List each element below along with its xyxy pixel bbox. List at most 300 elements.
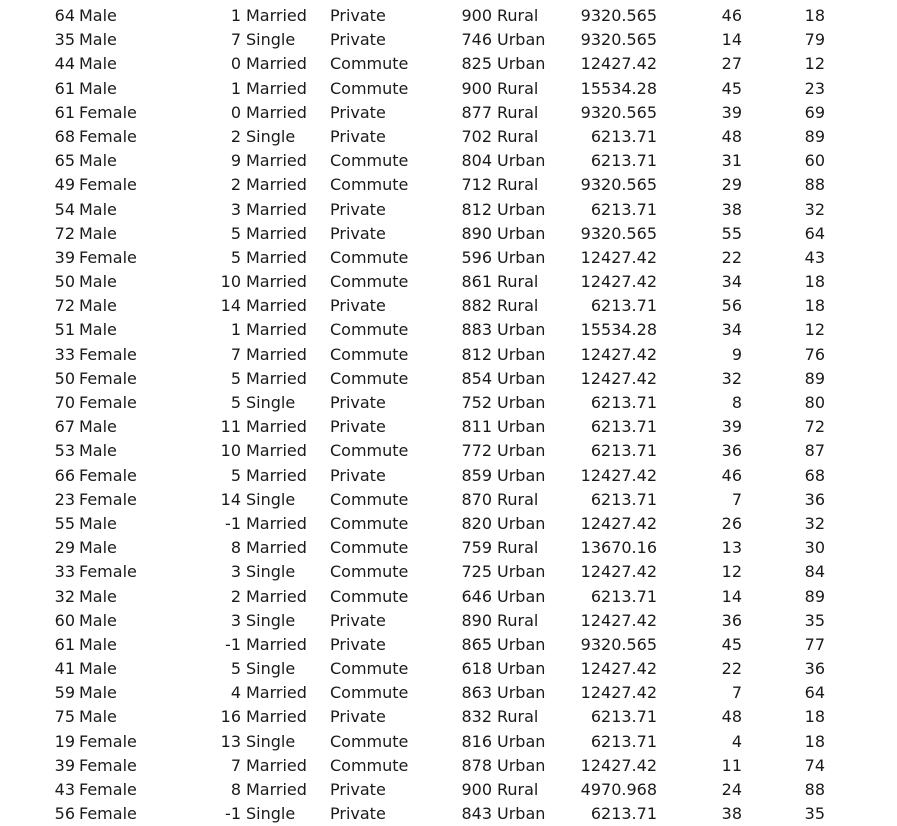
area-cell: Rural [497, 296, 539, 316]
area-cell: Rural [497, 538, 539, 558]
value-a-cell: 26 [721, 513, 742, 533]
transport-cell: Commute [330, 78, 409, 98]
value-b-cell: 18 [804, 731, 825, 751]
transport-cell: Commute [330, 151, 409, 171]
area-cell: Rural [497, 780, 539, 799]
value-b-cell: 32 [804, 513, 825, 533]
gender-cell: Male [79, 417, 117, 437]
gender-cell: Male [79, 30, 117, 50]
value-b-cell: 79 [804, 30, 825, 50]
table-row [0, 318, 897, 342]
transport-cell: Commute [330, 513, 409, 533]
transport-cell: Commute [330, 562, 409, 582]
marital-status-cell: Single [246, 562, 296, 582]
table-row [0, 149, 897, 173]
gender-cell: Female [79, 368, 137, 388]
value-b-cell: 60 [804, 151, 825, 171]
value-a-cell: 29 [721, 175, 742, 195]
area-cell: Urban [497, 151, 546, 171]
score-cell: 865 [461, 634, 492, 654]
area-cell: Rural [497, 175, 539, 195]
value-a-cell: 39 [721, 417, 742, 437]
years-cell: 0 [230, 102, 241, 122]
years-cell: 16 [220, 707, 241, 727]
gender-cell: Male [79, 54, 117, 74]
area-cell: Rural [497, 78, 539, 98]
area-cell: Rural [497, 102, 539, 122]
value-a-cell: 14 [721, 586, 742, 606]
marital-status-cell: Married [246, 368, 307, 388]
value-a-cell: 55 [721, 223, 742, 243]
score-cell: 702 [461, 126, 492, 146]
gender-cell: Male [79, 634, 117, 654]
table-row [0, 488, 897, 512]
table-row [0, 415, 897, 439]
years-cell: 3 [230, 199, 241, 219]
marital-status-cell: Single [246, 659, 296, 679]
score-cell: 759 [461, 538, 492, 558]
marital-status-cell: Married [246, 344, 307, 364]
score-cell: 825 [461, 54, 492, 74]
gender-cell: Female [79, 344, 137, 364]
income-cell: 12427.42 [580, 683, 657, 703]
years-cell: 13 [220, 731, 241, 751]
value-b-cell: 18 [804, 6, 825, 25]
area-cell: Urban [497, 320, 546, 340]
value-a-cell: 36 [721, 610, 742, 630]
value-a-cell: 36 [721, 441, 742, 461]
marital-status-cell: Married [246, 296, 307, 316]
years-cell: 7 [230, 30, 241, 50]
area-cell: Urban [497, 465, 546, 485]
marital-status-cell: Married [246, 102, 307, 122]
table-row [0, 705, 897, 729]
table-row [0, 730, 897, 754]
transport-cell: Commute [330, 659, 409, 679]
score-cell: 861 [461, 272, 492, 292]
value-b-cell: 88 [804, 175, 825, 195]
income-cell: 9320.565 [580, 634, 657, 654]
marital-status-cell: Married [246, 223, 307, 243]
income-cell: 6213.71 [590, 731, 657, 751]
age-cell: 39 [54, 247, 75, 267]
area-cell: Rural [497, 126, 539, 146]
score-cell: 618 [461, 659, 492, 679]
area-cell: Urban [497, 513, 546, 533]
years-cell: 14 [220, 296, 241, 316]
score-cell: 596 [461, 247, 492, 267]
value-b-cell: 68 [804, 465, 825, 485]
gender-cell: Female [79, 465, 137, 485]
age-cell: 72 [54, 223, 75, 243]
marital-status-cell: Married [246, 586, 307, 606]
transport-cell: Commute [330, 247, 409, 267]
age-cell: 61 [54, 78, 75, 98]
area-cell: Urban [497, 804, 546, 824]
table-row [0, 367, 897, 391]
value-b-cell: 43 [804, 247, 825, 267]
transport-cell: Private [330, 223, 386, 243]
value-b-cell: 12 [804, 320, 825, 340]
value-b-cell: 88 [804, 780, 825, 799]
score-cell: 900 [461, 780, 492, 799]
value-b-cell: 74 [804, 755, 825, 775]
value-b-cell: 89 [804, 126, 825, 146]
value-a-cell: 39 [721, 102, 742, 122]
value-a-cell: 38 [721, 199, 742, 219]
table-row [0, 294, 897, 318]
transport-cell: Private [330, 610, 386, 630]
income-cell: 12427.42 [580, 272, 657, 292]
table-row [0, 28, 897, 52]
marital-status-cell: Married [246, 78, 307, 98]
transport-cell: Commute [330, 755, 409, 775]
gender-cell: Female [79, 804, 137, 824]
table-row [0, 77, 897, 101]
score-cell: 752 [461, 393, 492, 412]
marital-status-cell: Married [246, 683, 307, 703]
value-a-cell: 9 [731, 344, 742, 364]
years-cell: 5 [230, 659, 241, 679]
transport-cell: Private [330, 296, 386, 316]
score-cell: 725 [461, 562, 492, 582]
gender-cell: Male [79, 6, 117, 25]
income-cell: 6213.71 [590, 393, 657, 412]
area-cell: Urban [497, 755, 546, 775]
area-cell: Urban [497, 417, 546, 437]
years-cell: 7 [230, 344, 241, 364]
score-cell: 900 [461, 6, 492, 25]
age-cell: 50 [54, 272, 75, 292]
income-cell: 12427.42 [580, 513, 657, 533]
income-cell: 6213.71 [590, 441, 657, 461]
table-row [0, 778, 897, 802]
gender-cell: Male [79, 538, 117, 558]
gender-cell: Female [79, 247, 137, 267]
score-cell: 878 [461, 755, 492, 775]
table-row [0, 681, 897, 705]
age-cell: 70 [54, 393, 75, 412]
area-cell: Urban [497, 393, 546, 412]
score-cell: 900 [461, 78, 492, 98]
value-a-cell: 27 [721, 54, 742, 74]
marital-status-cell: Married [246, 634, 307, 654]
marital-status-cell: Married [246, 441, 307, 461]
gender-cell: Female [79, 562, 137, 582]
income-cell: 6213.71 [590, 586, 657, 606]
age-cell: 33 [54, 562, 75, 582]
transport-cell: Commute [330, 489, 409, 509]
income-cell: 6213.71 [590, 126, 657, 146]
area-cell: Rural [497, 6, 539, 25]
age-cell: 53 [54, 441, 75, 461]
table-row [0, 101, 897, 125]
transport-cell: Private [330, 199, 386, 219]
score-cell: 863 [461, 683, 492, 703]
value-a-cell: 24 [721, 780, 742, 799]
score-cell: 816 [461, 731, 492, 751]
marital-status-cell: Single [246, 126, 296, 146]
value-b-cell: 36 [804, 489, 825, 509]
age-cell: 49 [54, 175, 75, 195]
value-a-cell: 45 [721, 634, 742, 654]
income-cell: 6213.71 [590, 199, 657, 219]
income-cell: 9320.565 [580, 30, 657, 50]
data-table [0, 4, 897, 826]
gender-cell: Female [79, 731, 137, 751]
gender-cell: Male [79, 296, 117, 316]
value-b-cell: 35 [804, 610, 825, 630]
transport-cell: Commute [330, 731, 409, 751]
income-cell: 12427.42 [580, 247, 657, 267]
value-a-cell: 46 [721, 6, 742, 25]
income-cell: 6213.71 [590, 804, 657, 824]
age-cell: 43 [54, 780, 75, 799]
gender-cell: Male [79, 659, 117, 679]
years-cell: 1 [230, 6, 241, 25]
area-cell: Urban [497, 441, 546, 461]
gender-cell: Male [79, 320, 117, 340]
value-a-cell: 34 [721, 272, 742, 292]
years-cell: 2 [230, 586, 241, 606]
age-cell: 54 [54, 199, 75, 219]
value-a-cell: 7 [731, 683, 742, 703]
gender-cell: Male [79, 223, 117, 243]
transport-cell: Private [330, 634, 386, 654]
score-cell: 832 [461, 707, 492, 727]
transport-cell: Private [330, 102, 386, 122]
table-row [0, 754, 897, 778]
gender-cell: Male [79, 610, 117, 630]
value-a-cell: 38 [721, 804, 742, 824]
value-b-cell: 30 [804, 538, 825, 558]
table-row [0, 125, 897, 149]
value-b-cell: 35 [804, 804, 825, 824]
years-cell: 7 [230, 755, 241, 775]
years-cell: 3 [230, 610, 241, 630]
years-cell: 2 [230, 175, 241, 195]
score-cell: 843 [461, 804, 492, 824]
income-cell: 6213.71 [590, 417, 657, 437]
gender-cell: Female [79, 175, 137, 195]
score-cell: 812 [461, 344, 492, 364]
marital-status-cell: Single [246, 731, 296, 751]
value-b-cell: 32 [804, 199, 825, 219]
value-b-cell: 18 [804, 707, 825, 727]
income-cell: 12427.42 [580, 659, 657, 679]
table-row [0, 512, 897, 536]
marital-status-cell: Single [246, 610, 296, 630]
marital-status-cell: Single [246, 30, 296, 50]
transport-cell: Commute [330, 175, 409, 195]
table-row [0, 657, 897, 681]
transport-cell: Private [330, 780, 386, 799]
years-cell: 10 [220, 441, 241, 461]
table-row [0, 4, 897, 28]
years-cell: 5 [230, 247, 241, 267]
age-cell: 67 [54, 417, 75, 437]
transport-cell: Private [330, 126, 386, 146]
age-cell: 64 [54, 6, 75, 25]
marital-status-cell: Married [246, 54, 307, 74]
gender-cell: Female [79, 393, 137, 412]
score-cell: 890 [461, 610, 492, 630]
score-cell: 890 [461, 223, 492, 243]
score-cell: 812 [461, 199, 492, 219]
age-cell: 51 [54, 320, 75, 340]
transport-cell: Commute [330, 272, 409, 292]
years-cell: 3 [230, 562, 241, 582]
gender-cell: Male [79, 78, 117, 98]
score-cell: 820 [461, 513, 492, 533]
years-cell: 2 [230, 126, 241, 146]
value-a-cell: 14 [721, 30, 742, 50]
area-cell: Rural [497, 272, 539, 292]
value-a-cell: 48 [721, 126, 742, 146]
income-cell: 12427.42 [580, 344, 657, 364]
value-b-cell: 77 [804, 634, 825, 654]
gender-cell: Female [79, 489, 137, 509]
value-b-cell: 84 [804, 562, 825, 582]
transport-cell: Commute [330, 683, 409, 703]
score-cell: 811 [461, 417, 492, 437]
income-cell: 9320.565 [580, 223, 657, 243]
transport-cell: Private [330, 6, 386, 25]
value-b-cell: 18 [804, 272, 825, 292]
value-a-cell: 48 [721, 707, 742, 727]
score-cell: 882 [461, 296, 492, 316]
income-cell: 12427.42 [580, 562, 657, 582]
age-cell: 72 [54, 296, 75, 316]
gender-cell: Male [79, 586, 117, 606]
marital-status-cell: Married [246, 513, 307, 533]
income-cell: 12427.42 [580, 465, 657, 485]
income-cell: 6213.71 [590, 489, 657, 509]
years-cell: 8 [230, 538, 241, 558]
years-cell: 5 [230, 393, 241, 412]
years-cell: 5 [230, 223, 241, 243]
area-cell: Urban [497, 368, 546, 388]
score-cell: 883 [461, 320, 492, 340]
income-cell: 12427.42 [580, 368, 657, 388]
gender-cell: Male [79, 513, 117, 533]
age-cell: 29 [54, 538, 75, 558]
marital-status-cell: Single [246, 393, 296, 412]
table-row [0, 802, 897, 826]
income-cell: 9320.565 [580, 175, 657, 195]
age-cell: 33 [54, 344, 75, 364]
score-cell: 804 [461, 151, 492, 171]
age-cell: 44 [54, 54, 75, 74]
area-cell: Urban [497, 54, 546, 74]
age-cell: 55 [54, 513, 75, 533]
years-cell: 0 [230, 54, 241, 74]
table-row [0, 222, 897, 246]
age-cell: 50 [54, 368, 75, 388]
years-cell: 1 [230, 78, 241, 98]
table-row [0, 560, 897, 584]
score-cell: 859 [461, 465, 492, 485]
marital-status-cell: Married [246, 199, 307, 219]
gender-cell: Female [79, 780, 137, 799]
age-cell: 39 [54, 755, 75, 775]
years-cell: 9 [230, 151, 241, 171]
years-cell: -1 [225, 634, 241, 654]
table-row [0, 198, 897, 222]
marital-status-cell: Married [246, 465, 307, 485]
years-cell: 8 [230, 780, 241, 799]
table-row [0, 343, 897, 367]
table-row [0, 585, 897, 609]
marital-status-cell: Married [246, 538, 307, 558]
value-a-cell: 13 [721, 538, 742, 558]
table-row [0, 633, 897, 657]
years-cell: 5 [230, 368, 241, 388]
age-cell: 68 [54, 126, 75, 146]
age-cell: 61 [54, 102, 75, 122]
income-cell: 6213.71 [590, 707, 657, 727]
table-row [0, 391, 897, 415]
age-cell: 65 [54, 151, 75, 171]
age-cell: 66 [54, 465, 75, 485]
income-cell: 13670.16 [580, 538, 657, 558]
value-b-cell: 80 [804, 393, 825, 412]
years-cell: 11 [220, 417, 241, 437]
transport-cell: Private [330, 804, 386, 824]
value-a-cell: 8 [731, 393, 742, 412]
table-row [0, 52, 897, 76]
gender-cell: Male [79, 272, 117, 292]
years-cell: 10 [220, 272, 241, 292]
age-cell: 32 [54, 586, 75, 606]
gender-cell: Female [79, 755, 137, 775]
area-cell: Urban [497, 659, 546, 679]
gender-cell: Male [79, 441, 117, 461]
area-cell: Urban [497, 223, 546, 243]
area-cell: Urban [497, 586, 546, 606]
value-a-cell: 45 [721, 78, 742, 98]
area-cell: Rural [497, 707, 539, 727]
value-b-cell: 23 [804, 78, 825, 98]
value-a-cell: 46 [721, 465, 742, 485]
value-b-cell: 89 [804, 586, 825, 606]
gender-cell: Male [79, 707, 117, 727]
value-b-cell: 64 [804, 223, 825, 243]
area-cell: Urban [497, 30, 546, 50]
transport-cell: Commute [330, 344, 409, 364]
marital-status-cell: Married [246, 6, 307, 25]
table-row [0, 536, 897, 560]
area-cell: Urban [497, 683, 546, 703]
transport-cell: Private [330, 417, 386, 437]
area-cell: Urban [497, 344, 546, 364]
income-cell: 6213.71 [590, 296, 657, 316]
income-cell: 4970.968 [580, 780, 657, 799]
years-cell: 14 [220, 489, 241, 509]
marital-status-cell: Married [246, 707, 307, 727]
gender-cell: Male [79, 683, 117, 703]
value-b-cell: 76 [804, 344, 825, 364]
value-b-cell: 18 [804, 296, 825, 316]
income-cell: 6213.71 [590, 151, 657, 171]
age-cell: 59 [54, 683, 75, 703]
table-row [0, 439, 897, 463]
value-a-cell: 12 [721, 562, 742, 582]
transport-cell: Private [330, 393, 386, 412]
score-cell: 746 [461, 30, 492, 50]
income-cell: 12427.42 [580, 755, 657, 775]
table-row [0, 246, 897, 270]
